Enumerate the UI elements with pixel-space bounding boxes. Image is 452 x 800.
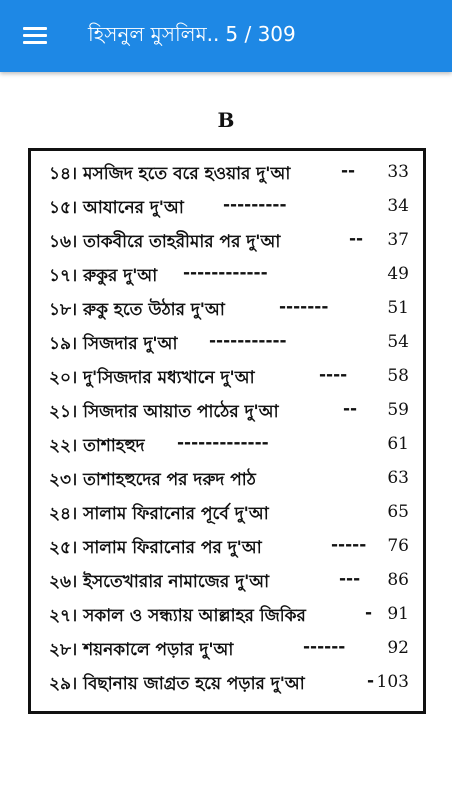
toc-dashes: -- [349,229,364,249]
toc-label: ২৩। তাশাহহুদের পর দরুদ পাঠ [49,470,256,490]
toc-page-number: 58 [387,366,409,386]
toc-dashes: ------------- [177,433,269,453]
toc-row[interactable] [49,191,409,225]
toc-row[interactable] [49,225,409,259]
toc-row[interactable] [49,157,409,191]
toc-page-number: 61 [387,434,409,454]
hamburger-menu-icon[interactable] [14,20,56,52]
toc-row[interactable] [49,259,409,293]
toc-label: ২৭। সকাল ও সন্ধ্যায় আল্লাহর জিকির [49,606,306,626]
toc-page-number: 65 [387,502,409,522]
toc-label: ২৪। সালাম ফিরানোর পূর্বে দু'আ [49,504,269,524]
toc-dashes: - [365,603,373,623]
book-title: হিসনুল মুসলিম.. [88,22,220,46]
toc-dashes: ---- [319,365,348,385]
toc-dashes: ----------- [209,331,287,351]
toc-label: ২০। দু'সিজদার মধ্যখানে দু'আ [49,368,255,388]
toc-page-number: 86 [387,570,409,590]
toc-dashes: --------- [223,195,287,215]
toc-label: ২৫। সালাম ফিরানোর পর দু'আ [49,538,262,558]
toc-row[interactable] [49,395,409,429]
toc-row[interactable] [49,497,409,531]
toc-dashes: ------- [279,297,329,317]
toc-row[interactable] [49,293,409,327]
toc-dashes: -- [343,399,358,419]
toc-row[interactable] [49,565,409,599]
toc-box [28,148,426,714]
toc-page-number: 34 [387,196,409,216]
toc-page-number: 59 [387,400,409,420]
toc-label: ২৬। ইসতেখারার নামাজের দু'আ [49,572,270,592]
toc-page-number: 54 [387,332,409,352]
toc-dashes: --- [339,569,361,589]
toc-dashes: - [367,671,375,691]
app-title [88,20,296,53]
page-indicator: 5 / 309 [225,22,296,46]
toc-label: ২৮। শয়নকালে পড়ার দু'আ [49,640,234,660]
toc-label: ১৫। আযানের দু'আ [49,198,184,218]
toc-row[interactable] [49,531,409,565]
toc-label: ১৯। সিজদার দু'আ [49,334,178,354]
toc-label: ২২। তাশাহহুদ [49,436,145,456]
toc-label: ১৮। রুকু হতে উঠার দু'আ [49,300,225,320]
toc-row[interactable] [49,463,409,497]
toc-dashes: ----- [331,535,367,555]
page-heading: B [217,108,235,132]
toc-page-number: 103 [376,672,409,692]
toc-page-number: 51 [387,298,409,318]
toc-label: ২১। সিজদার আয়াত পাঠের দু'আ [49,402,279,422]
toc-page-number: 76 [387,536,409,556]
toc-page-number: 33 [387,162,409,182]
menu-bar-line [23,34,47,37]
toc-label: ১৪। মসজিদ হতে বরে হওয়ার দু'আ [49,164,291,184]
toc-dashes: ------ [303,637,346,657]
toc-label: ১৭। রুকুর দু'আ [49,266,158,286]
toc-label: ২৯। বিছানায় জাগ্রত হয়ে পড়ার দু'আ [49,674,305,694]
toc-label: ১৬। তাকবীরে তাহরীমার পর দু'আ [49,232,281,252]
toc-dashes: ------------ [183,263,268,283]
menu-bar-line [23,41,47,44]
toc-row[interactable] [49,633,409,667]
toc-page-number: 49 [387,264,409,284]
toc-row[interactable] [49,667,409,701]
toc-row[interactable] [49,429,409,463]
toc-page-number: 37 [387,230,409,250]
toc-page-number: 91 [387,604,409,624]
toc-row[interactable] [49,361,409,395]
menu-bar-line [23,27,47,30]
toc-row[interactable] [49,327,409,361]
toc-dashes: -- [341,161,356,181]
toc-page-number: 63 [387,468,409,488]
toc-page-number: 92 [387,638,409,658]
toc-row[interactable] [49,599,409,633]
app-bar [0,0,452,72]
